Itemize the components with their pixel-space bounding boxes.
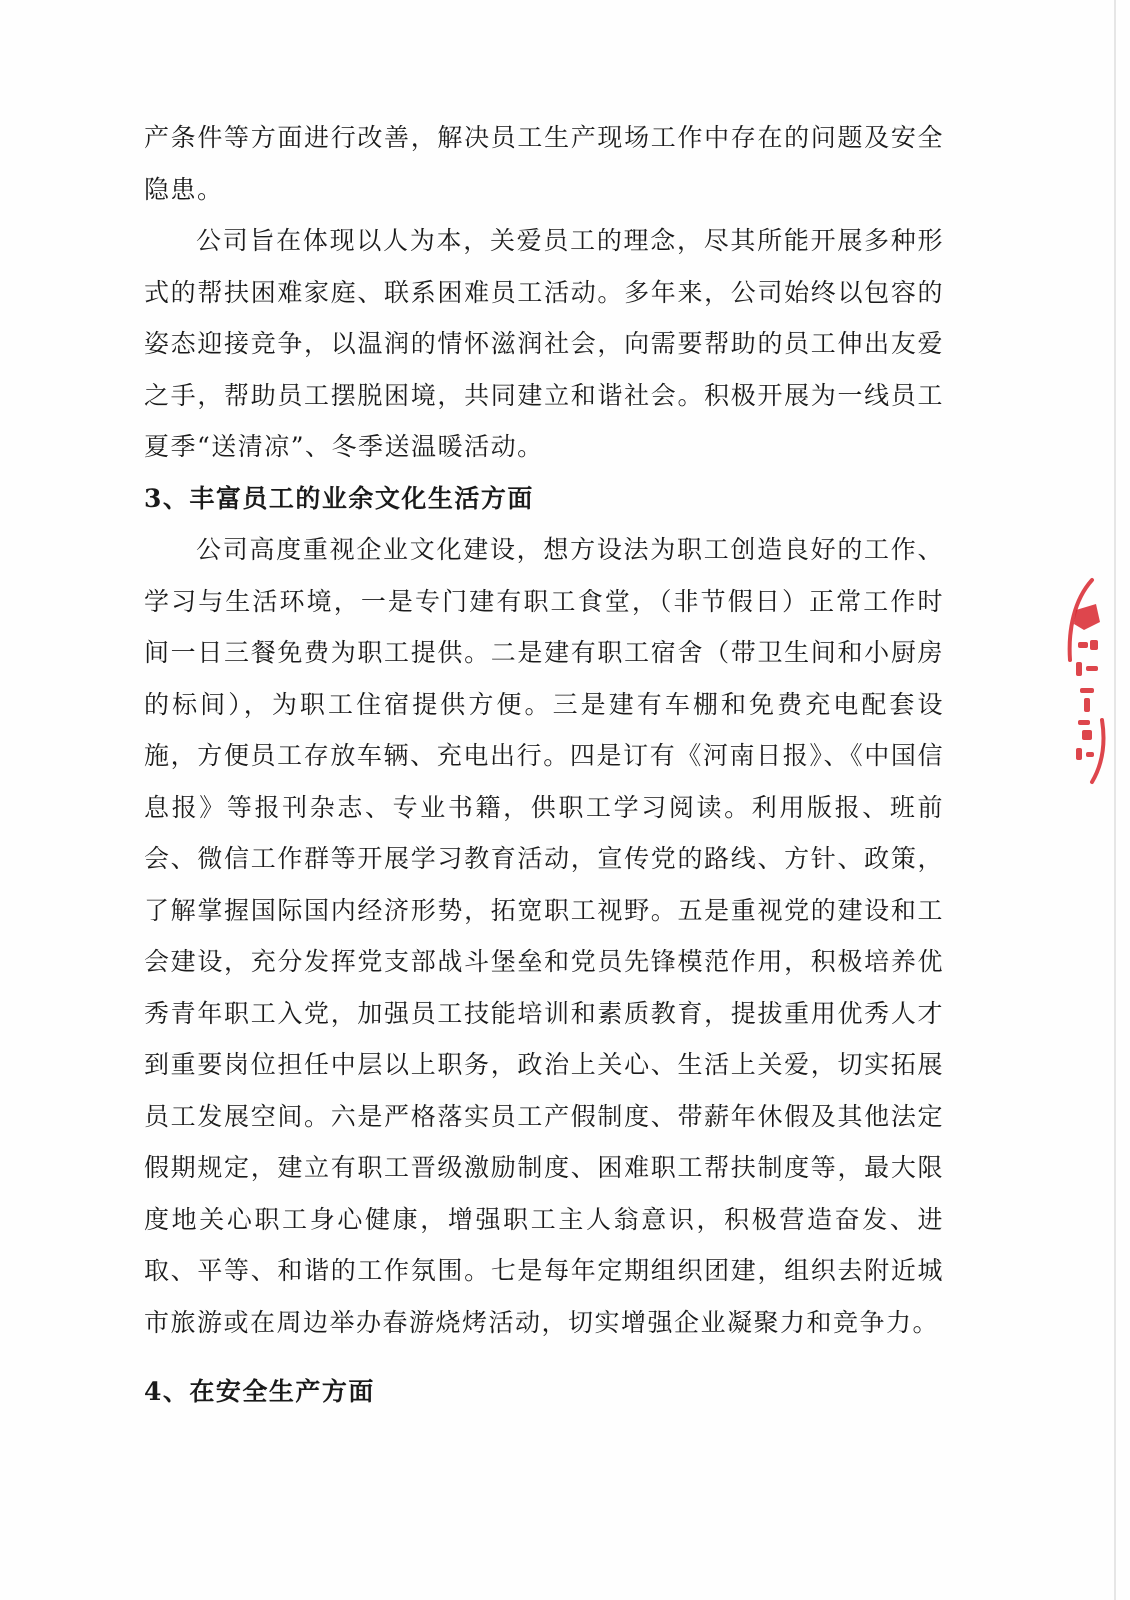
paragraph-safety-continuation: 产条件等方面进行改善，解决员工生产现场工作中存在的问题及安全隐患。 [144, 123, 944, 204]
paragraph-care-for-employees: 公司旨在体现以人为本，关爱员工的理念，尽其所能开展多种形式的帮扶困难家庭、联系困难员工活动。多年来，公司始终以包容的姿态迎接竞争，以温润的情怀滋润社会，向需要帮助的员工伸出友爱之手，帮助员工摆脱困境，共同建立和谐社会。积极开展为一线员工夏季“送清凉”、冬季送温暖活动。 [144, 226, 944, 461]
section-heading-3: 3、丰富员工的业余文化生活方面 [144, 483, 534, 513]
page-edge-line [1114, 0, 1116, 1600]
document-body [144, 112, 944, 1418]
section-heading-4: 4、在安全生产方面 [144, 1377, 375, 1406]
paragraph-cultural-life: 公司高度重视企业文化建设，想方设法为职工创造良好的工作、学习与生活环境，一是专门建有职工食堂，（非节假日）正常工作时间一日三餐免费为职工提供。二是建有职工宿舍（带卫生间和小厨房的标间），为职工住宿提供方便。三是建有车棚和免费充电配套设施，方便员工存放车辆、充电出行。四是订有《河南日报》、《中国信息报》等报刊杂志、专业书籍，供职工学习阅读。利用版报、班前会、微信工作群等开展学习教育活动，宣传党的路线、方针、政策，了解掌握国际国内经济形势，拓宽职工视野。五是重视党的建设和工会建设，充分发挥党支部战斗堡垒和党员先锋模范作用，积极培养优秀青年职工入党，加强员工技能培训和素质教育，提拔重用优秀人才到重要岗位担任中层以上职务，政治上关心、生活上关爱，切实拓展员工发展空间。六是严格落实员工产假制度、带薪年休假及其他法定假期规定，建立有职工晋级激励制度、困难职工帮扶制度等，最大限度地关心职工身心健康，增强职工主人翁意识，积极营造奋发、进取、平等、和谐的工作氛围。七是每年定期组织团建，组织去附近城市旅游或在周边举办春游烧烤活动，切实增强企业凝聚力和竞争力。 [144, 535, 944, 1337]
partial-seal-stamp [1062, 570, 1110, 790]
